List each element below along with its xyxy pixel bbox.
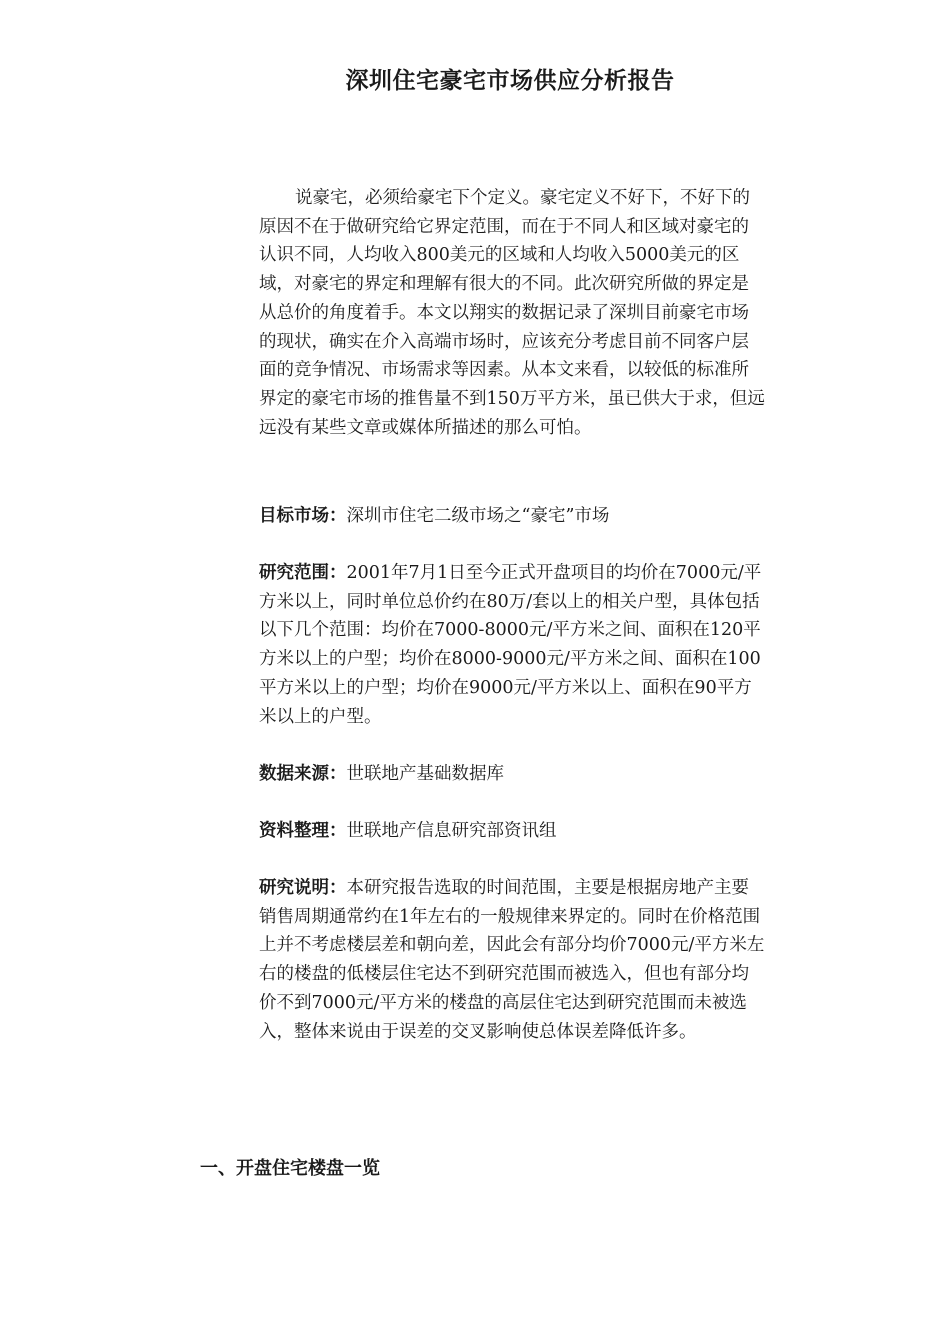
section-heading: 一、开盘住宅楼盘一览 (200, 1158, 380, 1179)
target-market-paragraph (259, 502, 765, 531)
research-scope-text: 2001年7月1日至今正式开盘项目的均价在7000元/平方米以上，同时单位总价约在80万/套以上的相关户型，具体包括以下几个范围：均价在7000-8000元/平方米之间、面积在120平方米以上的户型；均价在8000-9000元/平方米之间、面积在100平方米以上的户型；均价在9000元/平方米以上、面积在90平方米以上的户型。 (259, 563, 762, 727)
research-note-label: 研究说明： (259, 878, 347, 898)
data-organizer-label: 资料整理： (259, 821, 347, 841)
data-organizer-text: 世联地产信息研究部资讯组 (346, 821, 557, 841)
research-note-paragraph (259, 874, 765, 1046)
data-organizer-paragraph (259, 817, 765, 846)
intro-paragraph: 说豪宅，必须给豪宅下个定义。豪宅定义不好下，不好下的原因不在于做研究给它界定范围，而在于不同人和区域对豪宅的认识不同，人均收入800美元的区域和人均收入5000美元的区域，对豪宅的界定和理解有很大的不同。此次研究所做的界定是从总价的角度着手。本文以翔实的数据记录了深圳目前豪宅市场的现状，确实在介入高端市场时，应该充分考虑目前不同客户层面的竞争情况、市场需求等因素。从本文来看，以较低的标准所界定的豪宅市场的推售量不到150万平方米，虽已供大于求，但远远没有某些文章或媒体所描述的那么可怕。 (259, 188, 765, 438)
research-scope-paragraph (259, 559, 765, 731)
target-market-text: 深圳市住宅二级市场之“豪宅”市场 (346, 506, 610, 526)
research-note-text: 本研究报告选取的时间范围，主要是根据房地产主要销售周期通常约在1年左右的一般规律来界定的。同时在价格范围上并不考虑楼层差和朝向差，因此会有部分均价7000元/平方米左右的楼盘的低楼层住宅达不到研究范围而被选入，但也有部分均价不到7000元/平方米的楼盘的高层住宅达到研究范围而未被选入，整体来说由于误差的交叉影响使总体误差降低许多。 (259, 878, 765, 1042)
data-source-text: 世联地产基础数据库 (346, 764, 504, 784)
research-scope-label: 研究范围： (259, 563, 347, 583)
target-market-label: 目标市场： (259, 506, 347, 526)
data-source-paragraph (259, 760, 765, 789)
report-title: 深圳住宅豪宅市场供应分析报告 (345, 68, 675, 94)
data-source-label: 数据来源： (259, 764, 347, 784)
